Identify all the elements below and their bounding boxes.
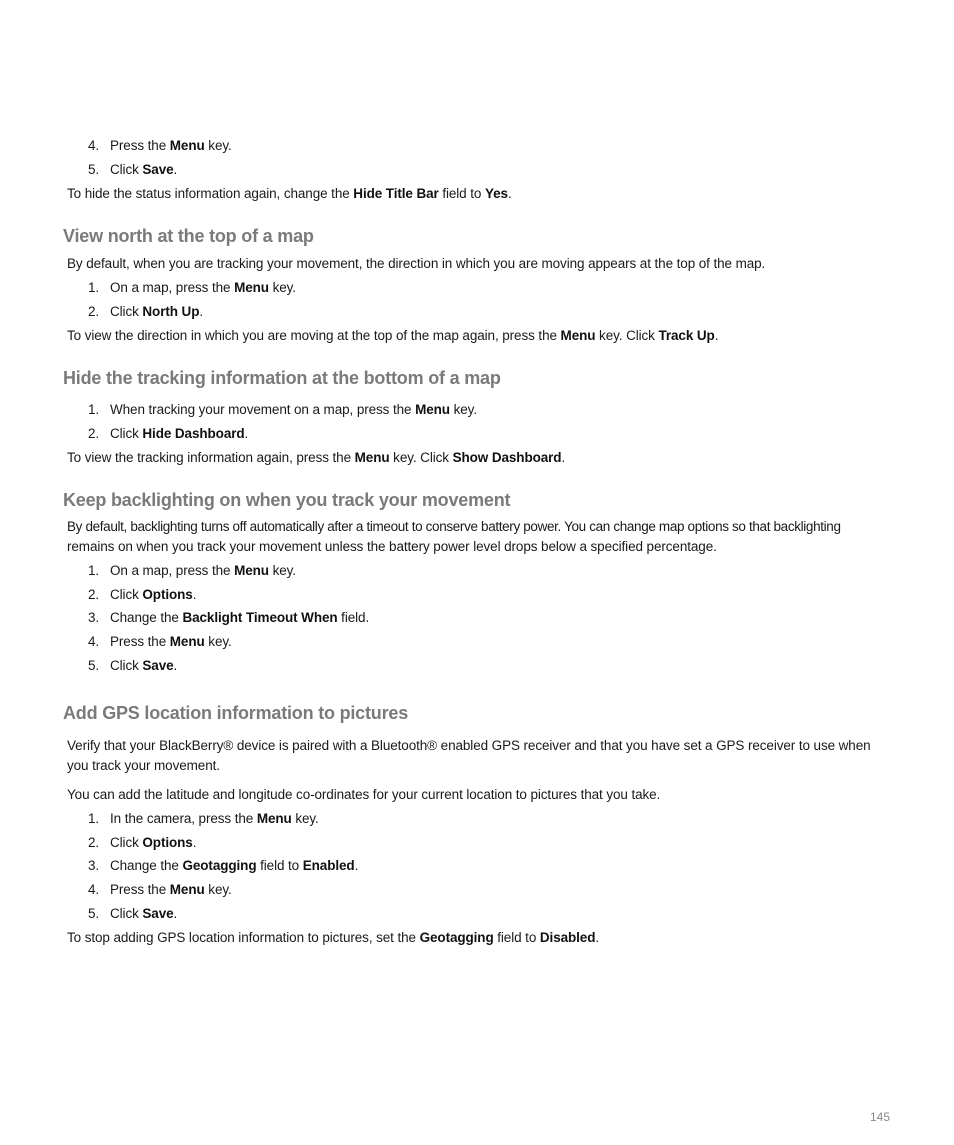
list-item: 1. On a map, press the Menu key. <box>88 280 296 295</box>
list-item: 1. When tracking your movement on a map, press the Menu key. <box>88 402 477 417</box>
list-item: 4. Press the Menu key. <box>88 882 232 897</box>
note-paragraph: To stop adding GPS location information to pictures, set the Geotagging field to Disabled. <box>67 930 600 945</box>
list-item: 5. Click Save. <box>88 658 178 673</box>
paragraph: By default, when you are tracking your movement, the direction in which you are moving appears at the top of the map. <box>67 256 766 271</box>
list-item: 2. Click North Up. <box>88 304 204 319</box>
paragraph: By default, backlighting turns off automatically after a timeout to conserve battery power. You can change map options so that backlighting <box>67 519 841 534</box>
list-item: 3. Change the Geotagging field to Enabled. <box>88 858 359 873</box>
list-item: 2. Click Hide Dashboard. <box>88 426 249 441</box>
list-item: 5. Click Save. <box>88 906 178 921</box>
list-item: 2. Click Options. <box>88 835 197 850</box>
paragraph: remains on when you track your movement unless the battery power level drops below a specified percentage. <box>67 539 717 554</box>
note-paragraph: To hide the status information again, change the Hide Title Bar field to Yes. <box>67 186 512 201</box>
section-heading: Keep backlighting on when you track your movement <box>63 490 511 510</box>
list-item: 4. Press the Menu key. <box>88 634 232 649</box>
note-paragraph: To view the direction in which you are moving at the top of the map again, press the Menu key. Click Track Up. <box>67 328 719 343</box>
section-heading: View north at the top of a map <box>63 226 314 246</box>
section-heading: Add GPS location information to pictures <box>63 703 409 723</box>
page-number: 145 <box>869 1110 890 1124</box>
paragraph: you track your movement. <box>67 758 220 773</box>
list-item: 4. Press the Menu key. <box>88 138 232 153</box>
list-item: 1. On a map, press the Menu key. <box>88 563 296 578</box>
list-item: 2. Click Options. <box>88 587 197 602</box>
list-item: 1. In the camera, press the Menu key. <box>88 811 319 826</box>
paragraph: Verify that your BlackBerry® device is paired with a Bluetooth® enabled GPS receiver and that you have set a GPS receiver to use when <box>67 738 871 753</box>
note-paragraph: To view the tracking information again, press the Menu key. Click Show Dashboard. <box>67 450 566 465</box>
list-item: 5. Click Save. <box>88 162 178 177</box>
section-heading: Hide the tracking information at the bottom of a map <box>63 368 501 388</box>
list-item: 3. Change the Backlight Timeout When field. <box>88 610 370 625</box>
paragraph: You can add the latitude and longitude co-ordinates for your current location to pictures that you take. <box>67 787 661 802</box>
